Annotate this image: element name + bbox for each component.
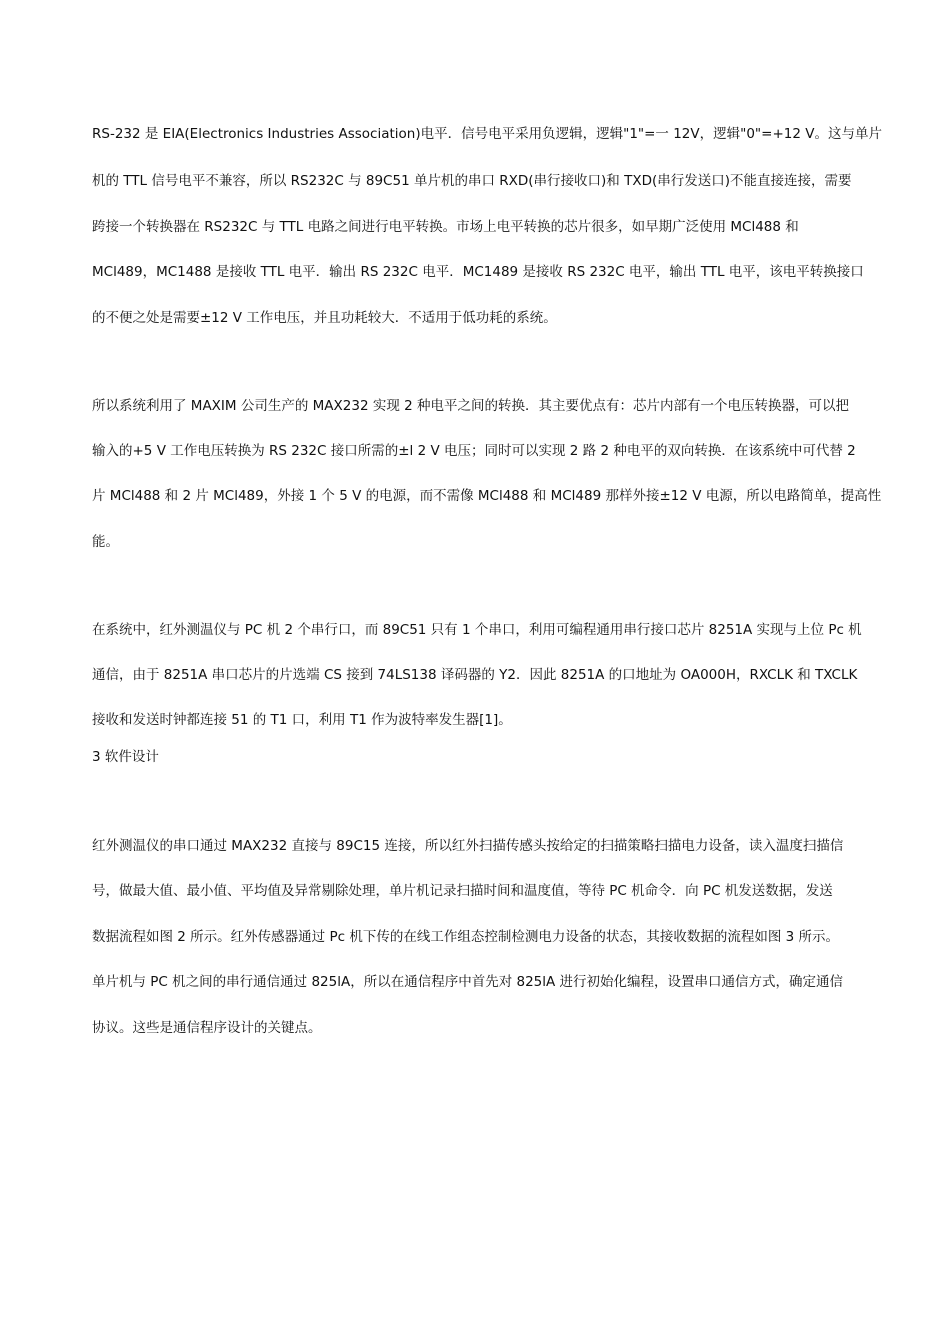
paragraph-1-line-2: 机的 TTL 信号电平不兼容，所以 RS232C 与 89C51 单片机的串口 RXD(串行接收口)和 TXD(串行发送口)不能直接连接，需要 <box>92 173 852 189</box>
paragraph-2-line-1: 所以系统利用了 MAXIM 公司生产的 MAX232 实现 2 种电平之间的转换．其主要优点有：芯片内部有一个电压转换器，可以把 <box>92 398 849 414</box>
paragraph-2-line-4: 能。 <box>92 534 119 550</box>
paragraph-3-line-1: 在系统中，红外测温仪与 PC 机 2 个串行口，而 89C51 只有 1 个串口，利用可编程通用串行接口芯片 8251A 实现与上位 Pc 机 <box>92 622 862 638</box>
paragraph-1-line-3: 跨接一个转换器在 RS232C 与 TTL 电路之间进行电平转换。市场上电平转换的芯片很多，如早期广泛使用 MCl488 和 <box>92 219 799 235</box>
paragraph-4-line-3: 数据流程如图 2 所示。红外传感器通过 Pc 机下传的在线工作组态控制检测电力设备的状态，其接收数据的流程如图 3 所示。 <box>92 929 839 945</box>
paragraph-1-line-4: MCl489，MC1488 是接收 TTL 电平．输出 RS 232C 电平．MC1489 是接收 RS 232C 电平，输出 TTL 电平，该电平转换接口 <box>92 264 864 280</box>
paragraph-1-line-5: 的不便之处是需要±12 V 工作电压，并且功耗较大．不适用于低功耗的系统。 <box>92 310 557 326</box>
paragraph-4-line-2: 号，做最大值、最小值、平均值及异常剔除处理，单片机记录扫描时间和温度值，等待 PC 机命令．向 PC 机发送数据，发送 <box>92 883 833 899</box>
paragraph-4-line-4: 单片机与 PC 机之间的串行通信通过 825lA，所以在通信程序中首先对 825lA 进行初始化编程，设置串口通信方式，确定通信 <box>92 974 844 990</box>
paragraph-3-line-2: 通信，由于 8251A 串口芯片的片选端 CS 接到 74LS138 译码器的 Y2．因此 8251A 的口地址为 OA000H，RXCLK 和 TXCLK <box>92 667 858 683</box>
section-heading: 3 软件设计 <box>92 749 159 765</box>
paragraph-4-line-1: 红外测温仪的串口通过 MAX232 直接与 89C15 连接，所以红外扫描传感头按给定的扫描策略扫描电力设备，读入温度扫描信 <box>92 838 844 854</box>
paragraph-4-line-5: 协议。这些是通信程序设计的关键点。 <box>92 1020 322 1036</box>
paragraph-2-line-3: 片 MCl488 和 2 片 MCl489，外接 1 个 5 V 的电源，而不需像 MCl488 和 MCl489 那样外接±12 V 电源，所以电路简单，提高性 <box>92 488 882 504</box>
paragraph-3-line-3: 接收和发送时钟都连接 51 的 T1 口，利用 T1 作为波特率发生器[1]。 <box>92 712 512 728</box>
paragraph-1-line-1: RS-232 是 EIA(Electronics Industries Association)电平．信号电平采用负逻辑，逻辑"1"=一 12V，逻辑"0"=+12 V。这与单片 <box>92 126 882 142</box>
paragraph-2-line-2: 输入的+5 V 工作电压转换为 RS 232C 接口所需的±l 2 V 电压；同时可以实现 2 路 2 种电平的双向转换．在该系统中可代替 2 <box>92 443 856 459</box>
